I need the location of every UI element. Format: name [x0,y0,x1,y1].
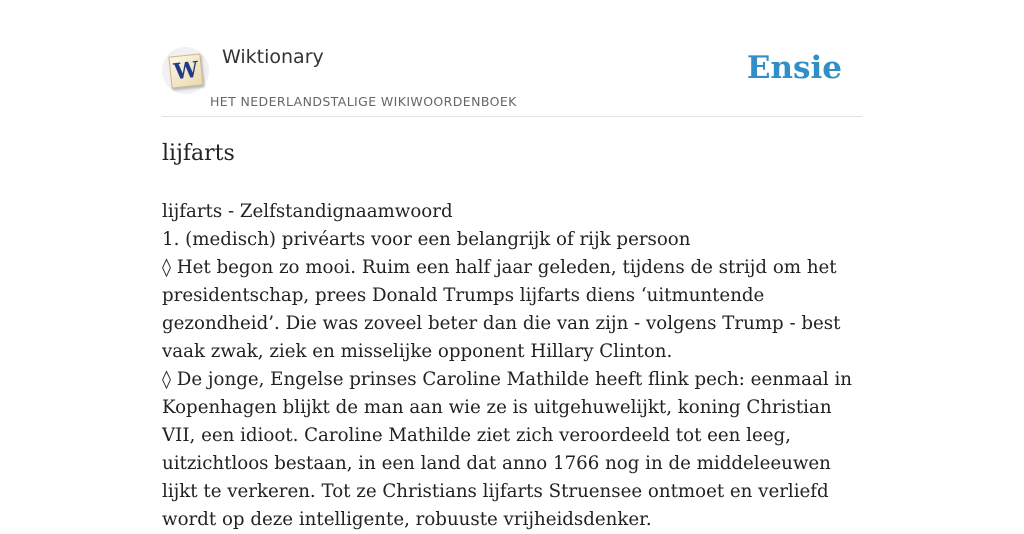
page-title: lijfarts [162,141,235,166]
entry-heading: lijfarts - Zelfstandignaamwoord [162,201,453,222]
site-header [162,0,862,117]
entry-body [162,198,864,534]
ensie-brand-link[interactable]: Ensie [746,50,842,86]
example-sentence: ◊ Het begon zo mooi. Ruim een half jaar geleden, tijdens de strijd om het presidentschap, prees Donald Trumps lijfarts diens ‘uitmuntende gezondheid’. Die was zoveel beter dan die van zijn - volgens Trump - best vaak zwak, ziek en misselijke opponent Hillary Clinton. [162,257,841,362]
logo-letter: W [171,56,200,85]
wiktionary-tile-icon [168,53,203,88]
main-content [162,137,864,534]
example-sentence: ◊ De jonge, Engelse prinses Caroline Mathilde heeft flink pech: eenmaal in Kopenhagen blijkt de man aan wie ze is uitgehuwelijkt, koning Christian VII, een idioot. Caroline Mathilde ziet zich veroordeeld tot een leeg, uitzichtloos bestaan, in een land dat anno 1766 nog in de middeleeuwen lijkt te verkeren. Tot ze Christians lijfarts Struensee ontmoet en verliefd wordt op deze intelligente, robuuste vrijheidsdenker. [162,369,852,530]
entry-definition: 1. (medisch) privéarts voor een belangrijk of rijk persoon [162,229,691,250]
wiktionary-logo[interactable] [162,47,209,94]
site-name-link[interactable]: Wiktionary [222,46,324,68]
site-tagline: HET NEDERLANDSTALIGE WIKIWOORDENBOEK [210,94,517,109]
